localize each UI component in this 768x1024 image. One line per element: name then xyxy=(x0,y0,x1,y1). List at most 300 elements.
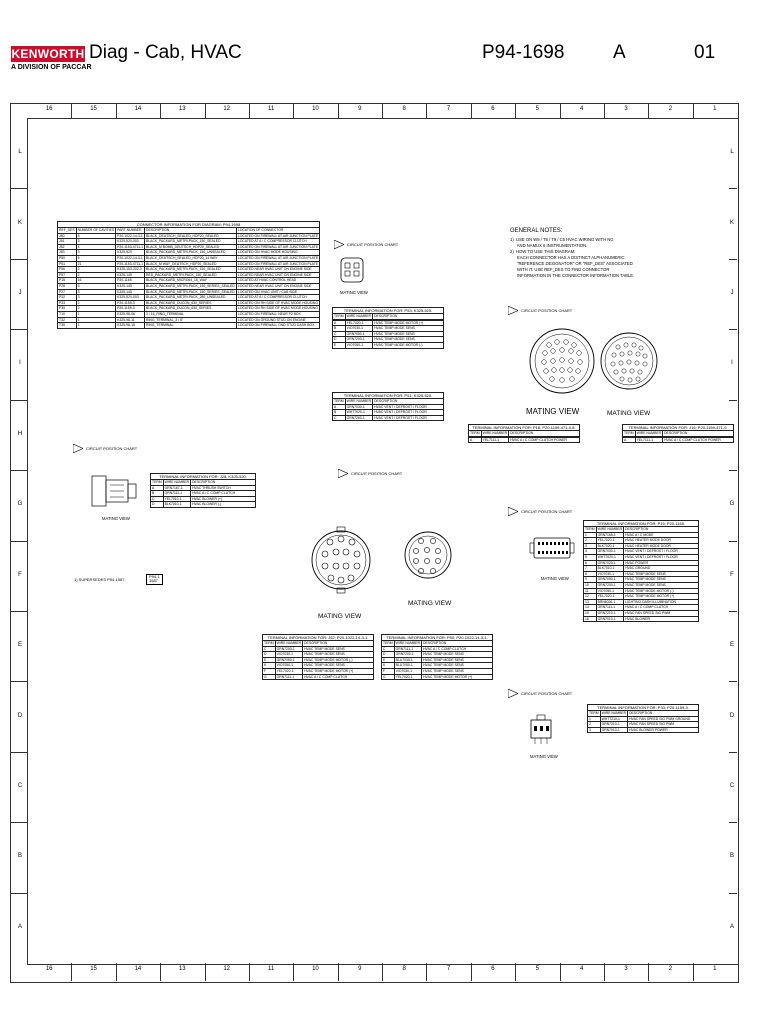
terminal-row xyxy=(469,437,580,443)
terminal-cell: HVAC VENT / DEFROST / FLOOR xyxy=(373,404,444,410)
terminal-header-cell: TERM xyxy=(470,431,480,435)
general-note-line: AND NAMUX II INSTRUMENTATION. xyxy=(510,243,588,248)
row-zone-label: D xyxy=(17,712,23,719)
connector-cell: J50 xyxy=(58,233,77,239)
zone-tick xyxy=(515,963,516,981)
terminal-cell: GRN7111-1 xyxy=(275,674,303,680)
zone-tick xyxy=(160,103,161,118)
connector-table-header: REF_DES NUMBER OF CAVITIES PART NUMBER DESCRIPTION LOCATION OF CONNECTOR xyxy=(58,228,320,234)
round-connector-drawing xyxy=(403,512,453,598)
terminal-table-title: TERMINAL INFORMATION FOR: P50; P20-1022-14-3-1. xyxy=(382,635,493,641)
zone-tick xyxy=(205,103,206,118)
terminal-cell: C xyxy=(333,415,346,421)
terminal-header-cell: TERM xyxy=(624,431,634,435)
terminal-row xyxy=(333,342,444,348)
terminal-table-p51b xyxy=(332,392,444,421)
row-zone-label: B xyxy=(729,853,734,860)
terminal-header-cell: WIRE NUMBER xyxy=(395,641,421,645)
mating-view-label: MATING VIEW xyxy=(340,290,368,295)
terminal-cell: HVAC TEMP MODE SENS xyxy=(303,646,374,652)
terminal-cell: WHT7020-1 xyxy=(596,554,624,560)
connector-cell: BLACK_M BOMB_DEUTSCH_HDP20_SEALED xyxy=(145,244,237,250)
terminal-cell: C xyxy=(263,646,276,652)
terminal-cell: HVAC TEMP MODE SENS xyxy=(422,668,493,674)
connector-cell: 3 xyxy=(76,239,115,245)
connector-cell: LOCATED ON HVAC UNIT / CAB SIDE xyxy=(236,289,319,295)
row-zone-label: K xyxy=(729,219,734,226)
column-zone-label: 14 xyxy=(134,966,142,972)
column-zone-label: 12 xyxy=(223,106,231,112)
connector-cell: BLACK_PACKARD_METRI-PACK_150_SEALED xyxy=(145,239,237,245)
connector-drawing-side xyxy=(88,472,140,512)
terminal-cell: GRN7010-1 xyxy=(596,616,624,622)
column-zone-label: 5 xyxy=(535,106,539,112)
terminal-cell: GRN7200-1 xyxy=(275,646,303,652)
terminal-cell: 5 xyxy=(584,554,597,560)
terminal-row xyxy=(333,415,444,421)
general-note-line: EACH CONNECTOR HAS A DISTINCT ALPHANUMERIC xyxy=(510,255,625,260)
column-zone-label: 4 xyxy=(580,106,584,112)
connector-cell: 3 xyxy=(76,295,115,301)
connector-cell: P27 xyxy=(58,289,77,295)
terminal-cell: 15 xyxy=(584,610,597,616)
terminal-cell: GRN7111-1 xyxy=(596,605,624,611)
connector-cell: K325-145 xyxy=(116,283,145,289)
connector-cell: K325-520-003 xyxy=(116,295,145,301)
terminal-cell: HVAC A / C COMP CLUTCH POWER xyxy=(663,437,734,443)
connector-cell: P20-1153-4711-1 xyxy=(117,244,144,249)
terminal-cell: A xyxy=(333,320,346,326)
logo-subtitle: A DIVISION OF PACCAR xyxy=(11,64,92,71)
mating-view-label: MATING VIEW xyxy=(408,600,452,607)
connector-cell: LOCATED ON RH SIDE OF HVAC MODE HOUSING xyxy=(237,300,318,305)
terminal-cell: D xyxy=(151,502,164,508)
terminal-cell: HVAC BLOWER (+) xyxy=(191,496,256,502)
terminal-cell: HVAC FAN SPEED SIG PWM xyxy=(628,722,699,728)
round-connector-drawing xyxy=(310,510,372,610)
connector-cell: P20-1159-3 xyxy=(116,300,145,306)
terminal-row xyxy=(151,502,256,508)
terminal-cell: HVAC TEMP MODE MOTOR (+) xyxy=(303,668,374,674)
connector-cell: J53 xyxy=(58,250,77,256)
terminal-cell: HVAC BLOWER (-) xyxy=(191,502,256,508)
column-zone-label: 1 xyxy=(713,106,717,112)
terminal-cell: VIO7030-1 xyxy=(394,668,422,674)
connector-cell: LOCATED ON FIREWALL NEAR P2 BOX xyxy=(236,311,319,317)
terminal-cell: HVAC A / C MODE xyxy=(624,532,699,538)
terminal-cell: D xyxy=(263,652,276,658)
connector-cell: 6 xyxy=(76,283,115,289)
connector-cell: K325-98-11 xyxy=(116,317,145,323)
terminal-cell: HVAC TEMP MODE MOTOR (-) xyxy=(303,657,374,663)
row-zone-label: K xyxy=(17,219,22,226)
terminal-cell: 16 xyxy=(584,616,597,622)
terminal-cell: HVAC TEMP MODE SENS xyxy=(373,337,444,343)
zone-tick xyxy=(116,963,117,981)
circuit-position-callout: CIRCUIT POSITION CHART xyxy=(508,507,572,516)
terminal-cell: GRN7050-1 xyxy=(596,577,624,583)
terminal-cell: GRN7167-1 xyxy=(163,485,191,491)
connector-cell: BLACK_PACKARD_METRI-PACK_150_SERIES_SEALED xyxy=(146,289,235,294)
terminal-cell: B xyxy=(333,410,346,416)
terminal-header-cell: DESCRIPTION xyxy=(373,314,444,320)
connector-cell: T10 xyxy=(58,311,77,317)
column-zone-label: 10 xyxy=(312,966,319,972)
connector-drawing-small xyxy=(335,255,369,287)
zone-tick xyxy=(471,103,472,118)
terminal-cell: HVAC A / C COMP CLUTCH xyxy=(624,605,699,611)
connector-cell: RED_PACKARD_METRI-PACK_150_SEALED xyxy=(145,272,237,278)
terminal-cell: HVAC FAN SPEED SIG PWM xyxy=(624,610,699,616)
circuit-position-callout: CIRCUIT POSITION CHART xyxy=(334,240,398,249)
terminal-row xyxy=(588,716,699,722)
terminal-cell: HVAC VENT / DEFROST / FLOOR xyxy=(624,549,699,555)
terminal-header-cell: DESCRIPTION xyxy=(191,480,256,486)
zone-tick xyxy=(10,329,27,330)
terminal-header-cell: DESCRIPTION xyxy=(509,431,580,437)
connector-cell: 6 xyxy=(76,255,115,261)
terminal-cell: BRN6026-1 xyxy=(596,599,624,605)
zone-tick xyxy=(10,188,27,189)
terminal-cell: A xyxy=(469,437,482,443)
terminal-cell: C xyxy=(382,646,395,652)
terminal-header-cell: TERM xyxy=(334,399,344,403)
column-zone-label: 8 xyxy=(402,106,406,112)
terminal-cell: YEL7020-1 xyxy=(275,668,303,674)
terminal-cell: HVAC BLOWER POWER xyxy=(628,727,699,733)
connector-cell: LOCATED AT A / C COMPRESSOR CLUTCH xyxy=(236,239,319,245)
terminal-table-title: TERMINAL INFORMATION FOR: P15; P20-1165. xyxy=(584,521,699,527)
terminal-header-cell: WIRE NUMBER xyxy=(346,399,372,403)
row-zone-label: L xyxy=(730,149,734,156)
connector-cell: P51 xyxy=(58,261,77,267)
terminal-cell: 14 xyxy=(584,605,597,611)
terminal-cell: B xyxy=(151,491,164,497)
column-zone-label: 2 xyxy=(668,106,673,112)
zone-tick xyxy=(729,188,737,189)
connector-cell: K325-520-003 xyxy=(116,239,145,245)
terminal-cell: A xyxy=(151,485,164,491)
terminal-cell: YEL7010-1 xyxy=(163,496,191,502)
general-note-line: WITH IT. USE REF_DES TO FIND CONNECTOR xyxy=(510,267,610,272)
terminal-cell: HVAC TEMP MODE SENS xyxy=(373,331,444,337)
terminal-header-cell: DESCRIPTION xyxy=(303,641,374,647)
terminal-cell: GRN7200-1 xyxy=(345,337,373,343)
connector-cell: P35 xyxy=(58,306,77,312)
connector-cell: P20-1153-4711-1 xyxy=(117,261,144,266)
connector-cell: BLACK_PACKARD_MICRO64_16_WAY xyxy=(145,278,237,284)
terminal-cell: 4 xyxy=(584,549,597,555)
column-zone-label: 10 xyxy=(312,106,319,112)
column-zone-label: 16 xyxy=(45,106,53,112)
terminal-cell: HVAC VENT / DEFROST / FLOOR xyxy=(373,415,444,421)
terminal-cell: 1 xyxy=(588,716,601,722)
column-zone-label: 13 xyxy=(178,966,186,972)
connector-cell: LOCATED ON FIREWALL AT AIR JUNCTION PLATE xyxy=(237,255,318,260)
connector-cell: BLACK_PACKARD_METRI-PACK_150_SEALED xyxy=(145,267,237,273)
zone-tick xyxy=(10,259,27,260)
general-note-line: INFORMATION IN THE CONNECTOR INFORMATION TABLE. xyxy=(510,273,635,278)
terminal-header-cell: TERM xyxy=(585,527,595,531)
terminal-cell: GRN7210-1 xyxy=(596,610,624,616)
terminal-row xyxy=(382,674,493,680)
terminal-cell: GRN7050-1 xyxy=(275,657,303,663)
zone-tick xyxy=(426,963,427,981)
connector-cell: LOCATED AT A / C COMPRESSOR CLUTCH xyxy=(236,295,319,301)
connector-cell: LOCATED NEAR HVAC UNIT ON ENGINE SIDE xyxy=(236,267,319,273)
connector-table-title: CONNECTOR INFORMATION FOR DIAGRAM: P94-1698 xyxy=(58,222,320,228)
row-zone-label: A xyxy=(729,923,734,930)
terminal-cell: HVAC VENT / DEFROST / FLOOR xyxy=(373,410,444,416)
zone-tick xyxy=(693,963,694,981)
connector-cell: P20-1165 xyxy=(116,278,145,284)
terminal-cell: E xyxy=(382,657,395,663)
terminal-cell: B xyxy=(333,326,346,332)
terminal-cell: GRN7030-1 xyxy=(345,404,373,410)
connector-cell: P56 xyxy=(58,267,77,273)
terminal-cell: 3 xyxy=(584,543,597,549)
connector-cell: BLACK_DEUTSCH_SEALED_HDP20_SEALED xyxy=(145,233,237,239)
connector-cell: 16 xyxy=(76,278,115,284)
connector-cell: BLACK_PACKARD_METRI-PACK_150_UNSEALED xyxy=(145,250,237,256)
connector-cell: K325-520 xyxy=(116,250,145,256)
terminal-cell: HVAC THRUSH SWITCH xyxy=(191,485,256,491)
column-zone-label: 4 xyxy=(580,966,584,972)
row-zone-label: F xyxy=(730,571,734,578)
revision: A xyxy=(613,42,626,63)
connector-cell: P57 xyxy=(58,272,77,278)
terminal-table-p53 xyxy=(332,307,444,349)
row-zone-label: I xyxy=(731,360,733,367)
terminal-row xyxy=(623,437,734,443)
column-zone-label: 13 xyxy=(178,106,186,112)
zone-tick xyxy=(10,400,27,401)
terminal-cell: YEL7111-1 xyxy=(635,437,663,443)
terminal-table-title: TERMINAL INFORMATION FOR: J16; P20-1159-471-0. xyxy=(623,425,734,431)
terminal-header-cell: WIRE NUMBER xyxy=(164,480,190,484)
connector-cell: K325-98-15 xyxy=(116,323,145,329)
terminal-cell: HVAC A / C COMP CLUTCH xyxy=(422,646,493,652)
terminal-header-cell: DESCRIPTION xyxy=(624,527,699,533)
zone-tick xyxy=(560,963,561,981)
terminal-cell: HVAC HEATER MODE DOOR xyxy=(624,543,699,549)
zone-tick xyxy=(160,963,161,981)
connector-cell: 1 xyxy=(76,311,115,317)
column-zone-label: 11 xyxy=(267,966,275,972)
terminal-table-title: TERMINAL INFORMATION FOR: P33; P20-1159-3. xyxy=(588,705,699,711)
terminal-cell: VIO7050-1 xyxy=(345,342,373,348)
terminal-cell: WHT7210-1 xyxy=(600,716,628,722)
connector-cell: BLACK_PACKARD_METRI-PACK_280_UNSEALED xyxy=(145,295,237,301)
terminal-cell: HVAC FAN SPEED SIG PWM GROUND xyxy=(628,716,699,722)
column-zone-label: 6 xyxy=(491,106,495,112)
column-zone-label: 15 xyxy=(90,966,97,972)
terminal-header-cell: TERM xyxy=(383,641,393,645)
terminal-cell: HVAC HEATER MODE DOOR xyxy=(624,538,699,544)
terminal-cell: HVAC TEMP MODE SENS xyxy=(422,657,493,663)
connector-cell: T35 xyxy=(58,323,77,329)
column-zone-label: 8 xyxy=(402,966,406,972)
terminal-cell: 13 xyxy=(584,599,597,605)
terminal-cell: G xyxy=(382,674,395,680)
connector-cell: LOCATED ON FIREWALL AT AIR JUNCTION PLATE xyxy=(237,233,318,238)
mating-view-label: MATING VIEW xyxy=(530,754,558,759)
terminal-cell: BLK7020-1 xyxy=(596,543,624,549)
terminal-cell: VIO7030-1 xyxy=(596,571,624,577)
terminal-header-cell: DESCRIPTION xyxy=(422,641,493,647)
general-notes xyxy=(510,228,634,279)
terminal-cell: K xyxy=(263,663,276,669)
terminal-row xyxy=(333,404,444,410)
row-zone-label: B xyxy=(17,853,22,860)
zone-tick xyxy=(293,103,294,118)
column-zone-label: 2 xyxy=(668,966,673,972)
terminal-cell: 8 xyxy=(584,571,597,577)
connector-cell: 1 xyxy=(76,317,115,323)
terminal-cell: 2 xyxy=(584,538,597,544)
connector-drawing-p33 xyxy=(525,712,557,750)
terminal-cell: 10 xyxy=(584,582,597,588)
zone-tick xyxy=(205,963,206,981)
zone-tick xyxy=(338,963,339,981)
sheet-number: 01 xyxy=(694,42,716,63)
column-zone-label: 7 xyxy=(446,106,451,112)
terminal-header-cell: TERM xyxy=(264,641,274,645)
connector-cell: LOCATED NEAR HVAC UNIT ON ENGINE SIDE xyxy=(236,283,319,289)
circuit-position-callout: CIRCUIT POSITION CHART xyxy=(73,444,137,453)
terminal-cell: 2 xyxy=(588,722,601,728)
terminal-cell: E xyxy=(333,342,346,348)
zone-tick xyxy=(515,103,516,118)
zone-tick xyxy=(729,259,737,260)
connector-cell: J51 xyxy=(58,239,77,245)
terminal-cell: 1 xyxy=(584,532,597,538)
terminal-header-cell: WIRE NUMBER xyxy=(601,711,627,715)
circuit-position-callout: CIRCUIT POSITION CHART xyxy=(508,306,572,315)
terminal-cell: D xyxy=(333,337,346,343)
terminal-cell: HVAC A / C COMP CLUTCH xyxy=(303,674,374,680)
connector-cell: RING_TERMINAL_3 / 8" xyxy=(145,317,237,323)
terminal-table-p33 xyxy=(587,704,699,733)
terminal-cell: YEL7111-1 xyxy=(481,437,509,443)
mating-view-label: MATING VIEW xyxy=(541,576,569,581)
column-zone-label: 3 xyxy=(624,966,628,972)
terminal-cell: D xyxy=(382,652,395,658)
terminal-cell: GRN7200-1 xyxy=(596,582,624,588)
terminal-cell: BLK7010-1 xyxy=(596,566,624,572)
connector-cell: 21 xyxy=(76,261,115,267)
column-zone-label: 12 xyxy=(223,966,231,972)
terminal-header-cell: DESCRIPTION xyxy=(663,431,734,437)
superseded-note: 1) SUPERSEDES P94-1587. xyxy=(74,577,126,582)
terminal-cell: E xyxy=(263,657,276,663)
zone-tick xyxy=(10,893,27,894)
connector-cell: K325-145 xyxy=(116,289,145,295)
connector-cell: LOCATED ON FIREWALL AT AIR JUNCTION PLATE xyxy=(237,244,318,249)
terminal-table-j52 xyxy=(262,634,374,680)
terminal-cell: K xyxy=(382,663,395,669)
column-zone-label: 5 xyxy=(535,966,539,972)
terminal-cell: G xyxy=(263,674,276,680)
zone-tick xyxy=(249,103,250,118)
terminal-row xyxy=(584,616,699,622)
column-zone-label: 11 xyxy=(267,106,275,112)
terminal-cell: BLU7030-1 xyxy=(394,657,422,663)
connector-cell: P20-1159-3 xyxy=(116,306,145,312)
zone-tick xyxy=(560,103,561,118)
connector-cell: 2 xyxy=(76,267,115,273)
connector-cell: LOCATED ON GROUND STUD ON ENGINE xyxy=(236,317,319,323)
terminal-header-cell: TERM xyxy=(589,711,599,715)
connector-cell: K325-153-202-3 xyxy=(116,267,145,273)
terminal-table-j16 xyxy=(622,424,734,443)
terminal-cell: HVAC TEMP MODE SENS xyxy=(373,326,444,332)
terminal-cell: C xyxy=(333,331,346,337)
terminal-cell: ORN7020-1 xyxy=(596,560,624,566)
row-zone-label: J xyxy=(730,290,734,297)
row-zone-label: J xyxy=(18,290,22,297)
connector-cell: 3 xyxy=(76,250,115,256)
connector-cell: P20-1022-14-3-1 xyxy=(117,233,143,238)
connector-cell: J52 xyxy=(58,244,77,250)
zone-tick xyxy=(648,103,649,118)
terminal-table-j28 xyxy=(150,473,256,508)
terminal-cell: HVAC TEMP MODE MOTOR (-) xyxy=(624,588,699,594)
terminal-cell: VIO7030-1 xyxy=(275,652,303,658)
round-connector-drawing xyxy=(598,318,660,404)
circuit-position-callout: CIRCUIT POSITION CHART xyxy=(508,689,572,698)
kenworth-logo: KENWORTH xyxy=(11,47,85,61)
row-zone-label: D xyxy=(729,712,735,719)
terminal-header-cell: DESCRIPTION xyxy=(373,399,444,405)
column-zone-label: 7 xyxy=(446,966,451,972)
row-zone-label: I xyxy=(19,360,21,367)
terminal-cell: GRN7260-1 xyxy=(345,415,373,421)
terminal-cell: GRN7165-1 xyxy=(596,532,624,538)
connector-cell: BLACK_DEUTSCH_SEALED_HDP20_14 WAY xyxy=(145,255,237,261)
zone-tick xyxy=(604,963,605,981)
terminal-cell: HVAC TEMP MODE MOTOR (+) xyxy=(624,594,699,600)
zone-tick xyxy=(71,103,72,118)
terminal-row xyxy=(588,727,699,733)
zone-tick xyxy=(729,470,737,471)
connector-info-table xyxy=(57,221,320,329)
terminal-table-title: TERMINAL INFORMATION FOR: J28; K325-520. xyxy=(151,474,256,480)
column-zone-label: 16 xyxy=(45,966,53,972)
terminal-header-cell: WIRE NUMBER xyxy=(636,431,662,435)
terminal-header-cell: WIRE NUMBER xyxy=(597,527,623,531)
general-notes-title: GENERAL NOTES: xyxy=(510,228,563,234)
zone-tick xyxy=(729,400,737,401)
row-zone-label: F xyxy=(18,571,22,578)
connector-cell: P33 xyxy=(58,300,77,306)
terminal-cell: YEL7020-1 xyxy=(596,594,624,600)
superseded-box: P94-1 1587 xyxy=(146,574,163,585)
column-zone-label: 6 xyxy=(491,966,495,972)
terminal-cell: F xyxy=(382,668,395,674)
zone-tick xyxy=(382,963,383,981)
connector-cell: LOCATED ON HVAC MODE HOUSING xyxy=(236,250,319,256)
zone-tick xyxy=(729,329,737,330)
terminal-cell: HVAC A / C COMP CLUTCH xyxy=(191,491,256,497)
terminal-table-title: TERMINAL INFORMATION FOR: P16; P20-1159-471-0-8. xyxy=(469,425,580,431)
terminal-cell: HVAC TEMP MODE SENS xyxy=(624,582,699,588)
connector-cell: BLACK_M WAY_DEUTSCH_HDP20_SEALED xyxy=(145,261,237,267)
zone-tick xyxy=(71,963,72,981)
terminal-cell: HVAC TEMP MODE SENS xyxy=(422,663,493,669)
terminal-table-title: TERMINAL INFORMATION FOR: P51; K325-520. xyxy=(333,393,444,399)
zone-tick xyxy=(471,963,472,981)
